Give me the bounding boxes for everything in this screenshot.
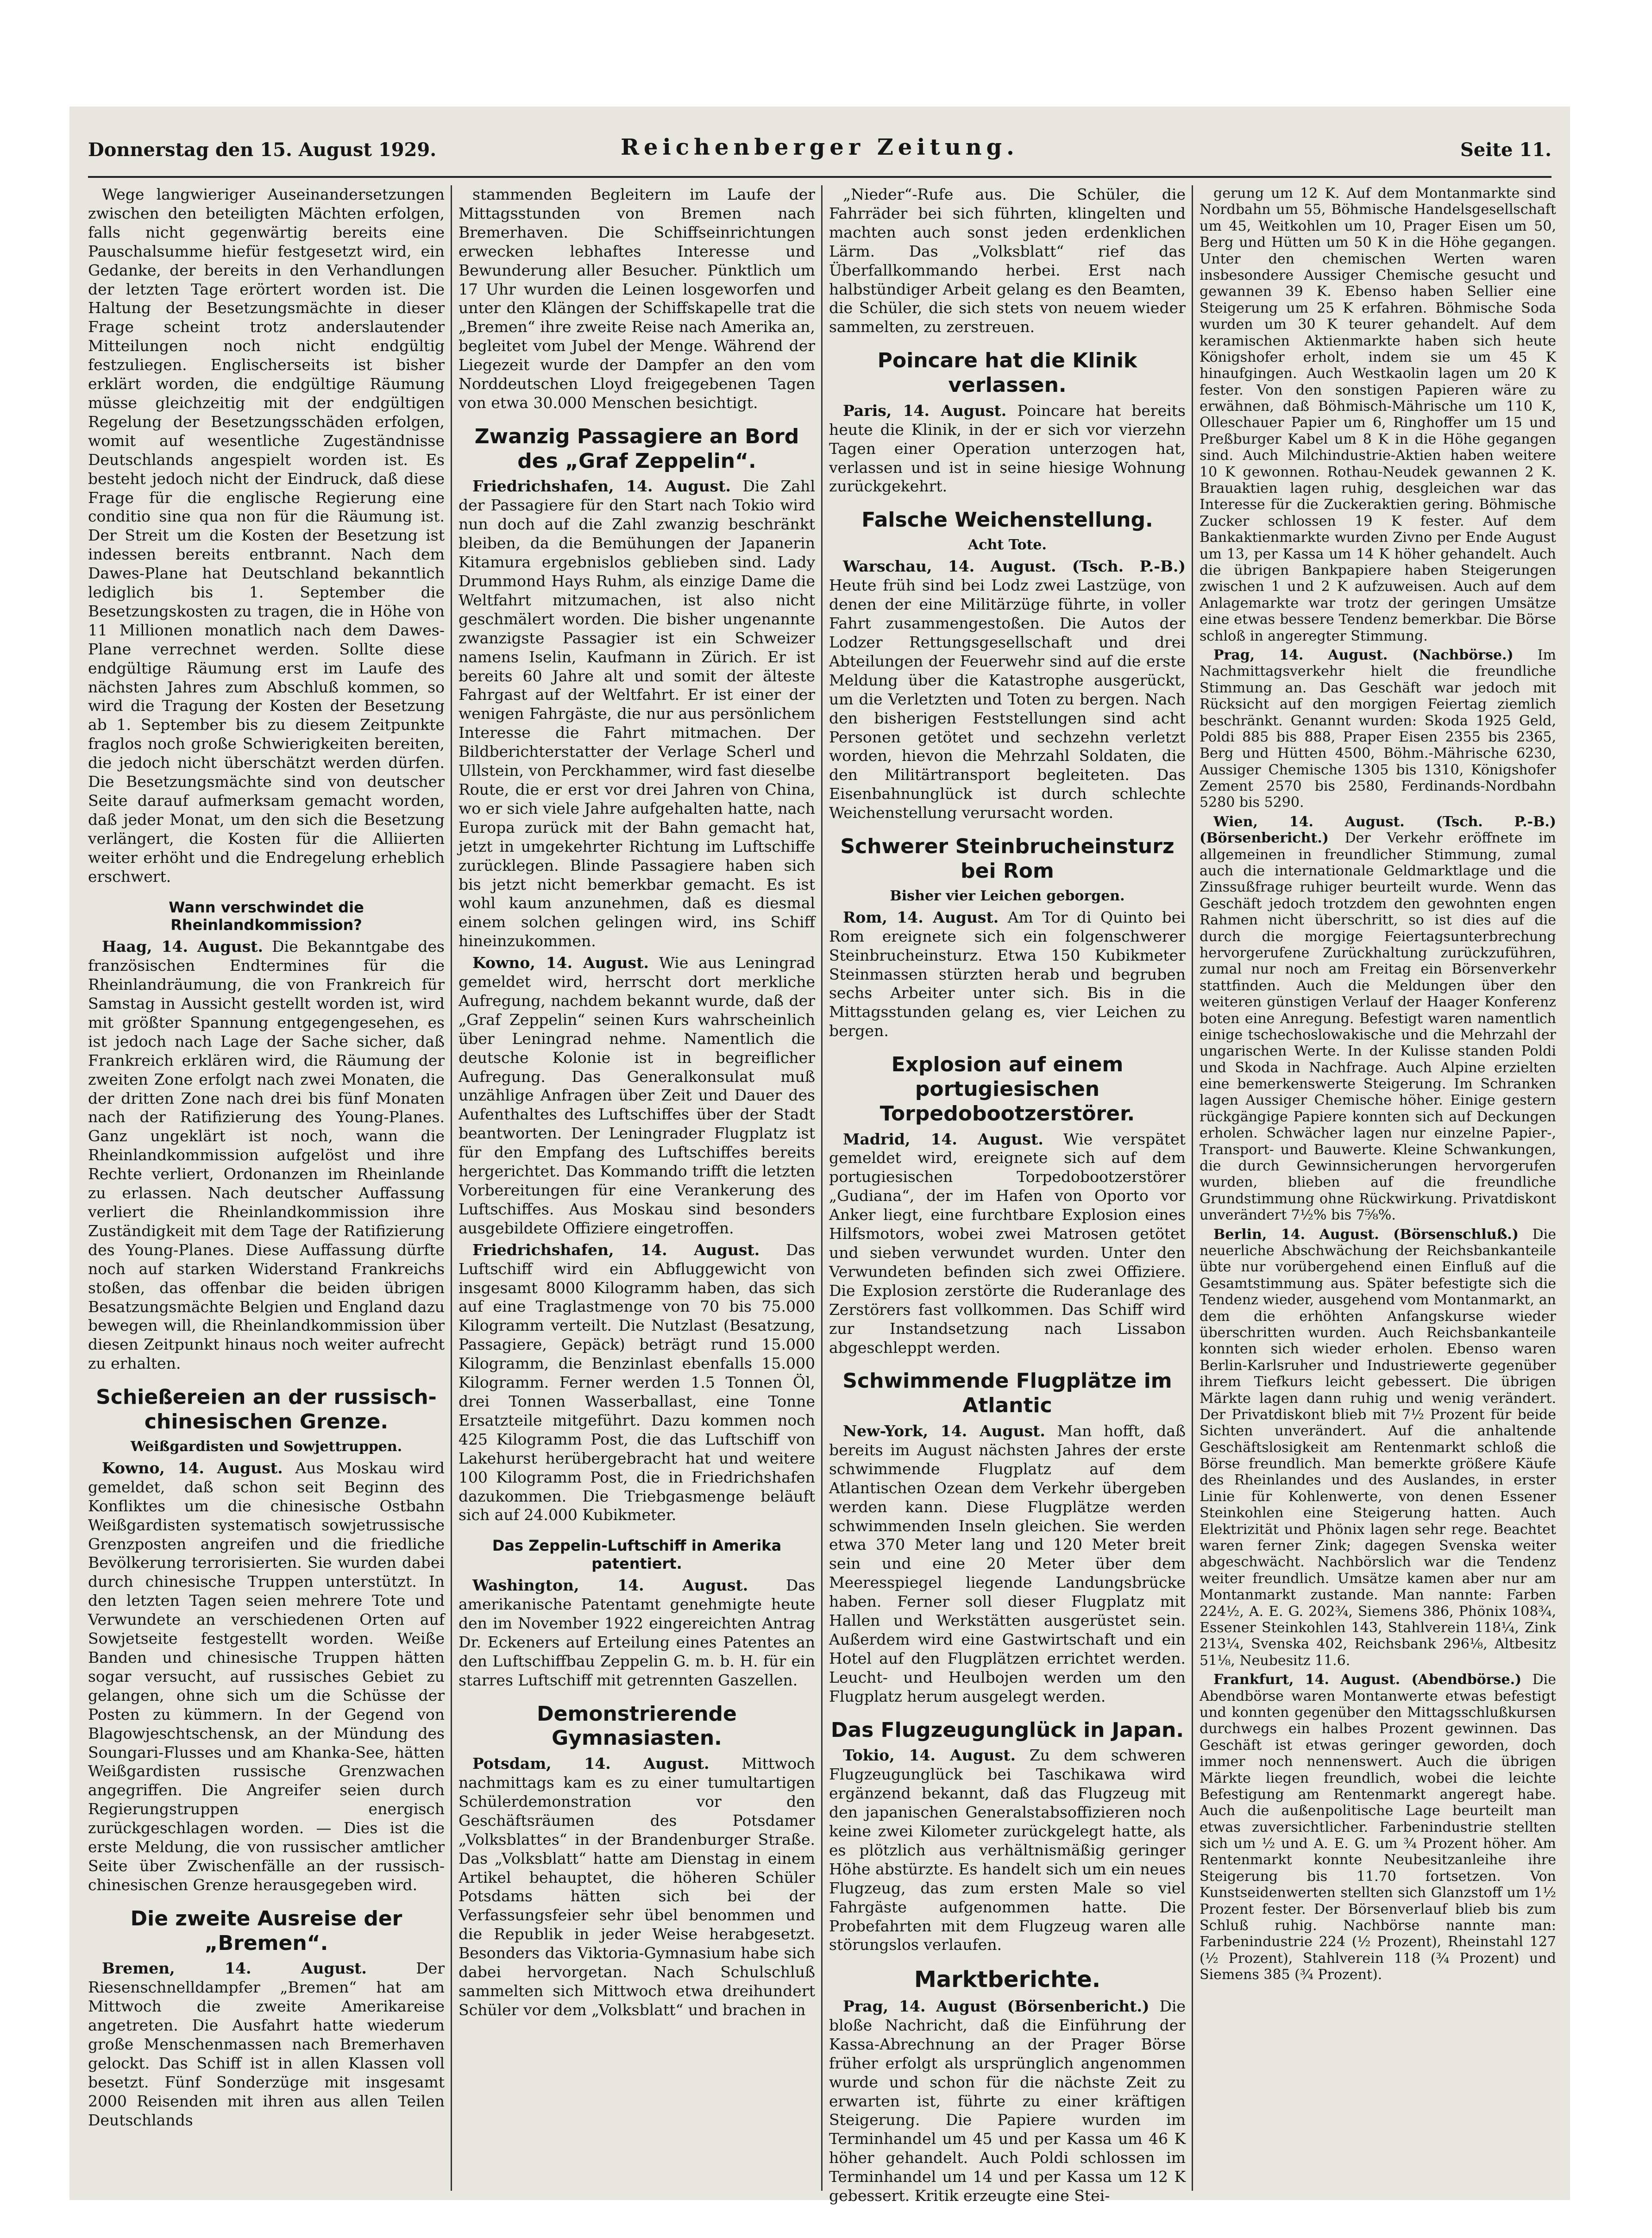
- article-body: [459, 954, 815, 1238]
- header-rule: [88, 176, 1551, 178]
- article-body: [829, 1130, 1186, 1358]
- continued-text: gerung um 12 K. Auf dem Montanmarkte sind Nordbahn um 55, Böhmische Handelsgesellschaft um 45, Weitkohlen um 10, Prager Eisen um 50, Berg und Hütten um 50 K in die Höhe gegangen. Unter den chemischen Werten waren insbesondere Aussiger Chemische gesucht und gewannen 39 K. Ebenso haben Sellier eine Steigerung um 25 K erfahren. Böhmische Soda wurden um 30 K teurer gehandelt. Auf dem keramischen Aktienmarkte haben sich heute Königshofer erholt, indem sie um 45 K hinaufgingen. Auch Westkaolin lagen um 20 K fester. Von den sonstigen Papieren wäre zu erwähnen, daß Böhmisch-Mährische um 110 K, Olleschauer Papier um 6, Ringhoffer um 15 und Preßburger Kabel um 8 K in die Höhe gegangen sind. Auch Milchindustrie-Aktien haben weitere 10 K gewonnen. Rothau-Neudek gewannen 2 K. Brauaktien lagen ruhig, desgleichen war das Interesse für die Zuckeraktien gering. Böhmische Zucker schlossen 19 K fester. Auf dem Bankaktienmarkte wurden Zivno per Ende August um 13, per Kassa um 14 K höher gehandelt. Auch die übrigen Bankpapiere haben Steigerungen zwischen 1 und 2 K aufzuweisen. Auch auf dem Anlagemarkte war trotz der geringen Umsätze eine etwas bessere Tendenz bemerkbar. Die Börse schloß in angeregter Stimmung.: [1200, 185, 1556, 644]
- article-text: Die Zahl der Passagiere für den Start nach Tokio wird nun doch auf die Zahl zwanzig beschränkt bleiben, da die Bemühungen der Japanerin Kitamura ergebnislos geblieben sind. Lady Drummond Hays Ruhm, als einzige Dame die Weltfahrt mitzumachen, ist also nicht geschmälert worden. Die bisher ungenannte zwanzigste Passagier ist ein Schweizer namens Iselin, Kaufmann in Zürich. Er ist bereits 60 Jahre alt und somit der älteste Fahrgast auf der Weltfahrt. Er ist einer der wenigen Fahrgäste, die nur aus persönlichem Interesse die Fahrt mitmachen. Der Bildberichterstatter der Verlage Scherl und Ullstein, von Perckhammer, wird fast dieselbe Route, die er erst vor drei Jahren von China, wo er sich viele Jahre aufgehalten hatte, nach Europa zurück mit der Bahn gemacht hat, jetzt in umgekehrter Richtung im Luftschiffe zurücklegen. Blinde Passagiere haben sich bis jetzt nicht bemerkbar gemacht. Es ist wohl kaum anzunehmen, daß es diesmal einem solchen gelingen wird, ins Schiff hineinzukommen.: [459, 477, 816, 950]
- dateline: Warschau, 14. August. (Tsch. P.-B.): [843, 557, 1186, 576]
- article-body: [459, 477, 815, 951]
- dateline: Kowno, 14. August.: [102, 1458, 283, 1477]
- column-1: [88, 185, 445, 2191]
- dateline: Tokio, 14. August.: [843, 1746, 1016, 1765]
- article-headline: Zwanzig Passagiere an Bord des „Graf Zeppelin“.: [474, 424, 799, 473]
- article-text: Das Luftschiff wird ein Abfluggewicht von insgesamt 8000 Kilogramm haben, das sich auf eine Traglastmenge von 70 bis 75.000 Kilogramm verteilt. Die Nutzlast (Besatzung, Passagiere, Gepäck) beträgt rund 15.000 Kilogramm, die Benzinlast ebenfalls 15.000 Kilogramm. Ferner werden 1.5 Tonnen Öl, drei Tonnen Wasserballast, eine Tonne Ersatzteile mitgeführt. Dazu kommen noch 425 Kilogramm Post, die das Luftschiff von Lakehurst herübergebracht hat und weitere 100 Kilogramm Post, die in Friedrichshafen dazukommen. Die Triebgasmenge beläuft sich auf 24.000 Kubikmeter.: [459, 1240, 815, 1524]
- article-body: [459, 1576, 815, 1690]
- article-headline: Das Flugzeugunglück in Japan.: [830, 1718, 1184, 1742]
- article-text: Poincare hat bereits heute die Klinik, in der er sich vor vierzehn Tagen einer Operation unterzogen hat, verlassen und ist in seine hiesige Wohnung zurückgekehrt.: [829, 401, 1186, 496]
- article-body: [88, 937, 445, 1373]
- article-headline: Das Zeppelin-Luftschiff in Amerika patentiert.: [492, 1537, 782, 1572]
- newspaper-title: Reichenberger Zeitung.: [621, 134, 1019, 160]
- page-header: [88, 130, 1551, 171]
- continued-text: stammenden Begleitern im Laufe der Mittagsstunden von Bremen nach Bremerhaven. Die Schiffseinrichtungen erwecken lebhaftes Interesse und Bewunderung aller Besucher. Pünktlich um 17 Uhr wurden die Leinen losgeworfen und unter den Klängen der Schiffskapelle trat die „Bremen“ ihre zweite Reise nach Amerika an, begleitet vom Jubel der Menge. Während der Liegezeit wurde der Dampfer an den vom Norddeutschen Lloyd freigegebenen Tagen von etwa 30.000 Menschen besichtigt.: [459, 185, 815, 412]
- newspaper-page: [69, 107, 1570, 2205]
- issue-date: Donnerstag den 15. August 1929.: [88, 139, 437, 161]
- continued-text: „Nieder“-Rufe aus. Die Schüler, die Fahrräder bei sich führten, klingelten und machten auch sonst jeden erdenklichen Lärm. Das „Volksblatt“ rief das Überfallkommando herbei. Erst nach halbstündiger Arbeit gelang es den Beamten, die Schüler, die sich stets von neuem wieder sammelten, zu zerstreuen.: [829, 185, 1186, 336]
- article-headline: Schwimmende Flugplätze im Atlantic: [842, 1369, 1172, 1418]
- article-body: [88, 1459, 445, 1895]
- article-headline: Schwerer Steinbrucheinsturz bei Rom: [840, 835, 1175, 883]
- dateline: Prag, 14. August (Börsenbericht.): [843, 1997, 1149, 2015]
- article-body: [1200, 814, 1556, 1224]
- section-headline: Marktberichte.: [914, 1967, 1101, 1993]
- column-4: [1200, 185, 1556, 2191]
- article-body: [829, 1997, 1186, 2206]
- article-headline: Poincare hat die Klinik verlassen.: [877, 349, 1137, 397]
- article-text: Der Verkehr eröffnete im allgemeinen in freundlicher Stimmung, zumal auch die internationale Geldmarktlage und die Zinssußfrage ruhiger beurteilt wurde. Wenn das Geschäft jedoch trotzdem den gewohnten engen Rahmen nicht überschritt, so ist dies auf die durch die morgige Feiertagsunterbrechung hervorgerufene Zurückhaltung zurückzuführen, zumal nur noch am Freitag ein Börsenverkehr stattfinden. Auch die Meldungen über den weiteren günstigen Verlauf der Haager Konferenz boten eine Anregung. Befestigt waren namentlich einige tschechoslowakische und die Mehrzahl der ungarischen Werte. In der Kulisse standen Poldi und Skoda in Nachfrage. Auch Alpine erzielten eine bemerkenswerte Steigerung. Im Schranken lagen Aussiger Chemische höher. Einige gestern rückgängige Papiere konnten sich auf Deckungen erholen. Schwächer lagen nur einzelne Papier-, Transport- und Bauwerte. Kleine Schwankungen, die durch Gewinnsicherungen hervorgerufen wurden, blieben auf die freundliche Grundstimmung ohne Rückwirkung. Privatdiskont unverändert 7½% bis 7⅝%.: [1200, 830, 1556, 1224]
- article-text: Wie verspätet gemeldet wird, ereignete sich auf dem portugiesischen Torpedobootzerstörer „Gudiana“, der im Hafen von Oporto vor Anker liegt, eine furchtbare Explosion eines Hilfsmotors, wobei zwei Matrosen getötet und sieben verwundet wurden. Unter den Verwundeten befinden sich zwei Offiziere. Die Explosion zerstörte die Ruderanlage des Zerstörers fast vollkommen. Das Schiff wird zur Instandsetzung nach Lissabon abgeschleppt werden.: [829, 1130, 1186, 1357]
- article-text: Zu dem schweren Flugzeugunglück bei Taschikawa wird ergänzend bekannt, daß das Flugzeug mit den japanischen Generalstabsoffizieren noch keine zwei Kilometer zurückgelegt hatte, als es plötzlich aus verhältnismäßig geringer Höhe abstürzte. Es handelt sich um ein neues Flugzeug, das zum ersten Male so viel Fahrgäste aufgenommen hatte. Die Probefahrten mit dem Flugzeug waren alle störungslos verlaufen.: [829, 1746, 1186, 1954]
- dateline: Potsdam, 14. August.: [472, 1754, 710, 1773]
- column-rule: [1192, 185, 1193, 2191]
- column-3: [829, 185, 1186, 2205]
- dateline: Prag, 14. August. (Nachbörse.): [1213, 647, 1514, 663]
- dateline: Friedrichshafen, 14. August.: [472, 477, 731, 496]
- page-number: Seite 11.: [1460, 139, 1551, 161]
- article-body: [459, 1754, 815, 2020]
- dateline: Madrid, 14. August.: [843, 1130, 1043, 1148]
- dateline: Kowno, 14. August.: [472, 954, 649, 972]
- article-subheadline: Weißgardisten und Sowjettruppen.: [130, 1438, 402, 1455]
- article-body: [829, 557, 1186, 823]
- article-text: Mittwoch nachmittags kam es zu einer tumultartigen Schülerdemonstration vor den Geschäftsräumen des Potsdamer „Volksblattes“ in der Brandenburger Straße. Das „Volksblatt“ hatte am Dienstag in einem Artikel behauptet, die höheren Schüler Potsdams hätten sich bei der Verfassungsfeier sehr übel benommen und die Republik in jeder Weise herabgesetzt. Besonders das Viktoria-Gymnasium habe sich dabei hervorgetan. Nach Schulschluß sammelten sich Mittwoch etwa dreihundert Schüler vor dem „Volksblatt“ und brachen in: [459, 1754, 815, 2019]
- article-headline: Die zweite Ausreise der „Bremen“.: [130, 1906, 402, 1955]
- dateline: Friedrichshafen, 14. August.: [472, 1240, 760, 1259]
- dateline: Bremen, 14. August.: [102, 1959, 367, 1978]
- dateline: Frankfurt, 14. August. (Abendbörse.): [1213, 1672, 1522, 1688]
- article-body: [1200, 647, 1556, 811]
- article-headline: Wann verschwindet die Rheinlandkommission?: [169, 898, 364, 934]
- article-headline: Explosion auf einem portugiesischen Torpedobootzerstörer.: [879, 1053, 1135, 1125]
- article-text: Der Riesenschnelldampfer „Bremen“ hat am Mittwoch die zweite Amerikareise angetreten. Die Ausfahrt hatte wiederum große Menschenmassen nach Bremerhaven gelockt. Das Schiff ist in allen Klassen voll besetzt. Fünf Sonderzüge mit insgesamt 2000 Reisenden mit ihren aus allen Teilen Deutschlands: [88, 1959, 445, 2129]
- dateline: New-York, 14. August.: [843, 1422, 1045, 1440]
- article-text: Aus Moskau wird gemeldet, daß schon seit Beginn des Konfliktes um die chinesische Ostbahn Weißgardisten systematisch sowjetrussische Grenzposten angreifen und die friedliche Bevölkerung terrorisierten. Sie wurden dabei durch chinesische Truppen unterstützt. In den letzten Tagen seien mehrere Tote und Verwundete an verschiedenen Orten auf Sowjetseite festgestellt worden. Weiße Banden und chinesische Truppen hätten sogar versucht, auf russisches Gebiet zu gelangen, ohne sich um die Schüsse der Posten zu kümmern. In der Gegend von Blagowjeschtschensk, an der Mündung des Soungari-Flusses und am Khanka-See, hätten Weißgardisten russische Grenzwachen angegriffen. Die Angreifer seien durch Regierungstruppen energisch zurückgeschlagen worden. — Dies ist die erste Meldung, die von russischer amtlicher Seite über Zwischenfälle an der russisch-chinesischen Grenze herausgegeben wird.: [88, 1458, 445, 1894]
- article-text: Die Bekanntgabe des französischen Endtermines für die Rheinlandräumung, die von Frankreich für Samstag in Aussicht gestellt worden ist, wird mit größter Spannung entgegengesehen, es ist jedoch nach Lage der Sache sicher, daß Frankreich erklären wird, die Räumung der zweiten Zone erfolgt nach zwei Monaten, die der dritten Zone nach drei bis fünf Monaten nach der Ratifizierung des Young-Planes. Ganz ungeklärt ist noch, wann die Rheinlandkommission aufgelöst und ihre Rechte verliert, Ordonanzen im Rheinlande zu erlassen. Nach deutscher Auffassung verliert die Rheinlandkommission ihre Zuständigkeit mit dem Tage der Ratifizierung des Young-Planes. Diese Auffassung dürfte noch auf starken Widerstand Frankreichs stoßen, das offenbar die beiden übrigen Besatzungsmächte Belgien und England dazu bewegen will, die Rheinlandkommission über diesen Zeitpunkt hinaus noch weiter aufrecht zu erhalten.: [88, 937, 445, 1373]
- dateline: Rom, 14. August.: [843, 908, 999, 926]
- article-text: Heute früh sind bei Lodz zwei Lastzüge, von denen der eine Militärzüge führte, in voller Fahrt zusammengestoßen. Die Autos der Lodzer Rettungsgesellschaft und drei Abteilungen der Feuerwehr sind auf die erste Meldung über die Katastrophe ausgerückt, um die Verletzten und Toten zu bergen. Nach den bisherigen Feststellungen sind acht Personen getötet und sechzehn verletzt worden, hievon die Mehrzahl Soldaten, die den Militärtransport begleiteten. Das Eisenbahnunglück ist durch schlechte Weichenstellung verursacht worden.: [829, 576, 1186, 822]
- article-text: Die bloße Nachricht, daß die Einführung der Kassa-Abrechnung an der Prager Börse früher erfolgt als ursprünglich angenommen wurde und schon für die nächste Zeit zu erwarten ist, führte zu einer kräftigen Steigerung. Die Papiere wurden im Terminhandel um 45 und per Kassa um 46 K höher gehandelt. Auch Poldi schlossen im Terminhandel um 14 und per Kassa um 12 K gebessert. Kritik erzeugte eine Stei-: [829, 1997, 1186, 2205]
- article-body: [829, 402, 1186, 497]
- article-text: Die neuerliche Abschwächung der Reichsbankanteile übte nur vorübergehend einen Einfluß auf die Gesamtstimmung aus. Später befestigte sich die Tendenz wieder, ausgehend vom Montanmarkt, an dem die erhöhten Anfangskurse wieder überschritten wurden. Auch Reichsbankanteile konnten sich wieder erholen. Ebenso waren Berlin-Karlsruher und Industriewerte gegenüber ihrem Tiefkurs leicht gebessert. Die übrigen Märkte lagen dann ruhig und wenig verändert. Der Privatdiskont blieb mit 7½ Prozent für beide Sichten unverändert. Auf die anhaltende Geschäftslosigkeit am Rentenmarkt schloß die Börse freundlich. Man bemerkte größere Käufe des Rheinlandes und des Auslandes, in erster Linie für Kohlenwerte, von denen Essener Steinkohlen eine Steigerung hatten. Auch Elektrizität und Phönix lagen sehr rege. Beachtet waren ferner Zink; dagegen Svenska weiter abgeschwächt. Nachbörslich war die Tendenz weiter freundlich. Umsätze kamen aber nur am Montanmarkt zustande. Man nannte: Farben 224½, A. E. G. 202¾, Siemens 386, Phönix 108¾, Essener Steinkohlen 143, Stahlverein 118¼, Zink 213¼, Svenska 402, Reichsbank 296⅛, Altbesitz 51⅛, Neubesitz 11.6.: [1200, 1226, 1556, 1669]
- article-text: Am Tor di Quinto bei Rom ereignete sich ein folgenschwerer Steinbrucheinsturz. Etwa 150 Kubikmeter Steinmassen stürzten herab und begruben sechs Arbeiter unter sich. Bis in die Mittagsstunden gelang es, vier Leichen zu bergen.: [829, 908, 1186, 1040]
- article-body: [1200, 1672, 1556, 1983]
- article-subheadline: Acht Tote.: [968, 537, 1047, 553]
- continued-text: Wege langwieriger Auseinandersetzungen zwischen den beteiligten Mächten erfolgen, falls nicht gegenwärtig bereits eine Pauschalsumme hiefür festgesetzt wird, ein Gedanke, der bereits in den Verhandlungen der letzten Tage erörtert worden ist. Die Haltung der Besetzungsmächte in dieser Frage scheint trotz anderslautender Mitteilungen noch nicht endgültig festzuliegen. Englischerseits ist bisher erklärt worden, die endgültige Räumung müsse gleichzeitig mit der endgültigen Regelung der Besetzungsschäden erfolgen, womit auf wesentliche Zugeständnisse Deutschlands angespielt worden ist. Es besteht jedoch nicht der Eindruck, daß diese Frage für die englische Regierung eine conditio sine qua non für die Räumung ist. Der Streit um die Kosten der Besetzung ist indessen bereits entbrannt. Nach dem Dawes-Plane hat Deutschland bekanntlich lediglich bis 1. September die Besetzungskosten zu tragen, die in Höhe von 11 Millionen monatlich nach dem Dawes-Plane verrechnet werden. Sollte diese endgültige Räumung erst im Laufe des nächsten Jahres zum Abschluß kommen, so wird die Tragung der Kosten der Besetzung ab 1. September bis zu diesem Zeitpunkte fraglos noch große Schwierigkeiten bereiten, die jedoch nicht überschätzt werden dürfen. Die Besetzungsmächte sind von deutscher Seite darauf aufmerksam gemacht worden, daß jeder Monat, um den sich die Besetzung verlängert, die Kosten für die Alliierten weiter erhöht und die Endregelung erheblich erschwert.: [88, 185, 445, 886]
- article-text: Im Nachmittagsverkehr hielt die freundliche Stimmung an. Das Geschäft war jedoch mit Rücksicht auf den morgigen Feiertag ziemlich beschränkt. Genannt wurden: Skoda 1925 Geld, Poldi 885 bis 888, Praper Eisen 2355 bis 2365, Berg und Hütten 4500, Böhm.-Mährische 6230, Aussiger Chemische 1305 bis 1310, Königshofer Zement 2570 bis 2580, Ferdinands-Nordbahn 5280 bis 5290.: [1200, 647, 1556, 811]
- dateline: Haag, 14. August.: [102, 937, 264, 956]
- article-text: Wie aus Leningrad gemeldet wird, herrscht dort merkliche Aufregung, nachdem bekannt wurde, daß der „Graf Zeppelin“ seinen Kurs wahrscheinlich über Leningrad nehme. Namentlich die deutsche Kolonie ist in begreiflicher Aufregung. Das Generalkonsulat muß unzählige Anfragen über Zeit und Dauer des Aufenthaltes des Luftschiffes über der Stadt beantworten. Der Leningrader Flugplatz ist für den Empfang des Luftschiffes bereits hergerichtet. Das Kommando trifft die letzten Vorbereitungen für eine Verankerung des Luftschiffes. Aus Moskau sind besonders ausgebildete Offiziere eingetroffen.: [459, 954, 815, 1237]
- dateline: Washington, 14. August.: [472, 1576, 748, 1595]
- article-body: [1200, 1226, 1556, 1669]
- article-headline: Demonstrierende Gymnasiasten.: [537, 1702, 737, 1750]
- column-2: [459, 185, 815, 2191]
- article-text: Das amerikanische Patentamt genehmigte heute den im November 1922 eingereichten Antrag Dr. Eckeners auf Erteilung eines Patentes an den Luftschiffbau Zeppelin G. m. b. H. für ein starres Luftschiff mit getrennten Gaszellen.: [459, 1576, 815, 1689]
- article-headline: Schießereien an der russisch-chinesischen Grenze.: [96, 1385, 437, 1433]
- article-body: [829, 1746, 1186, 1955]
- article-text: Man hofft, daß bereits im August nächsten Jahres der erste schwimmende Flugplatz auf dem Atlantischen Ozean dem Verkehr übergeben werden kann. Diese Flugplätze werden schwimmenden Inseln gleichen. Sie werden etwa 370 Meter lang und 120 Meter breit sein und eine 20 Meter über dem Meeresspiegel liegende Landungsbrücke haben. Ferner soll dieser Flugplatz mit Hallen und Werkstätten ausgerüstet sein. Außerdem wird eine Gastwirtschaft und ein Hotel auf den Flugplätzen errichtet werden. Leucht- und Heulbojen werden um den Flugplatz herum ausgelegt werden.: [829, 1422, 1186, 1705]
- dateline: Berlin, 14. August. (Börsenschluß.): [1213, 1226, 1519, 1243]
- article-body: [88, 1959, 445, 2130]
- article-body: [829, 908, 1186, 1041]
- column-rule: [451, 185, 452, 2191]
- dateline: Paris, 14. August.: [843, 401, 1007, 420]
- article-subheadline: Bisher vier Leichen geborgen.: [890, 887, 1125, 904]
- article-text: Die Abendbörse waren Montanwerte etwas befestigt und konnten gegenüber den Mittagsschlußkursen durchwegs ein halbes Prozent gewinnen. Das Geschäft ist etwas geringer geworden, doch immer noch nennenswert. Auch die übrigen Märkte liegen freundlich, wobei die leichte Befestigung am Rentenmarkt angeregt habe. Auch die außenpolitische Lage beurteilt man etwas zuversichtlicher. Farbenindustrie stellten sich um ½ und A. E. G. um ¾ Prozent höher. Am Rentenmarkt konnte Neubesitzanleihe ihre Steigerung bis 11.70 fortsetzen. Von Kunstseidenwerten stellten sich Glanzstoff um 1½ Prozent fester. Der Börsenverlauf blieb bis zum Schluß ruhig. Nachbörse nannte man: Farbenindustrie 224 (½ Prozent), Rheinstahl 127 (½ Prozent), Stahlverein 118 (¾ Prozent) und Siemens 385 (¾ Prozent).: [1200, 1672, 1556, 1983]
- dateline: Wien, 14. August. (Tsch. P.-B.) (Börsenbericht.): [1200, 813, 1556, 847]
- article-body: [829, 1422, 1186, 1706]
- column-rule: [821, 185, 823, 2191]
- article-body: [459, 1241, 815, 1525]
- article-headline: Falsche Weichenstellung.: [861, 508, 1153, 532]
